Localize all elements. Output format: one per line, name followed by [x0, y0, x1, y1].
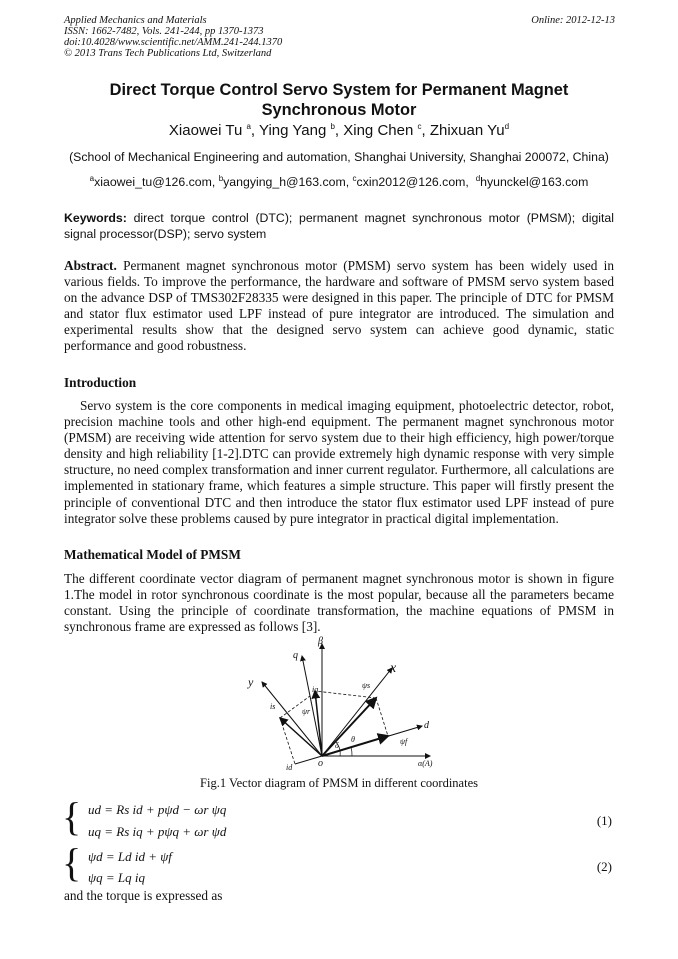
eq1-line1: ud = Rs id + pψd − ωr ψq [88, 802, 227, 817]
abstract-label: Abstract. [64, 258, 117, 273]
email-link[interactable]: hyunckel@163.com [480, 175, 589, 190]
eq1-brace: { [62, 794, 82, 839]
author-list: Xiaowei Tu $^a$, Ying Yang $^b$, Xing Chen $^c$, Zhixuan Yu$^d$ [168, 122, 510, 139]
abstract-block [64, 258, 614, 355]
email-link[interactable]: yangying_h@163.com, [223, 175, 350, 190]
label-q: q [293, 650, 298, 661]
vector-diagram [240, 636, 440, 772]
label-y: y [248, 675, 254, 689]
doi-line: doi:10.4028/www.scientific.net/AMM.241-244.1370 [64, 37, 283, 48]
journal-name: Applied Mechanics and Materials [64, 15, 207, 26]
author-name: Zhixuan Yu [429, 122, 505, 139]
author-name: Xiaowei Tu [168, 122, 243, 139]
author-sup: d [504, 122, 510, 131]
eq1-number: (1) [596, 813, 612, 828]
email-link[interactable]: cxin2012@126.com, [356, 175, 469, 190]
journal-header [64, 15, 282, 59]
model-heading: Mathematical Model of PMSM [64, 547, 241, 562]
label-d: d [424, 720, 429, 731]
author-sup: b [330, 122, 335, 131]
keywords-label: Keywords: [64, 211, 127, 225]
label-origin: o [318, 758, 323, 769]
eq2-brace: { [62, 840, 82, 885]
email-link[interactable]: xiaowei_tu@126.com, [94, 175, 216, 190]
email-sup: a [89, 174, 95, 183]
intro-heading: Introduction [64, 375, 137, 390]
x-axis [322, 668, 392, 756]
psi-r-vector [315, 691, 322, 756]
abstract-text: Permanent magnet synchronous motor (PMSM) servo system has been widely used in various fields. To improve the performance, the hardware and software of PMSM servo system based on the advance DSP of TMS302F28335 were designed in this paper. The principle of DTC for PMSM and stator flux estimator used LPF instead of pure integrator are introduced. The simulation and experimental results show that the designed servo system can achieve good dynamic, static performance and good robustness. [64, 258, 615, 354]
label-id: id [286, 763, 293, 772]
label-delta: δ [335, 741, 339, 750]
label-is: is [270, 702, 276, 711]
affiliation: (School of Mechanical Engineering and automation, Shanghai University, Shanghai 200072, China) [69, 150, 609, 164]
keywords-block [64, 211, 614, 242]
author-sup: c [417, 122, 422, 131]
email-list [0, 174, 678, 189]
online-date: Online: 2012-12-13 [531, 15, 615, 26]
paper-title: Direct Torque Control Servo System for Permanent Magnet Synchronous Motor [109, 81, 569, 119]
keywords-text: direct torque control (DTC); permanent magnet synchronous motor (PMSM); digital signal processor(DSP); servo system [64, 211, 614, 241]
closing-text: and the torque is expressed as [64, 888, 223, 903]
issn-line: ISSN: 1662-7482, Vols. 241-244, pp 1370-1373 [64, 26, 264, 37]
author-name: Ying Yang [259, 122, 327, 139]
eq2-line2: ψq = Lq iq [88, 870, 145, 885]
author-name: Xing Chen [343, 122, 414, 139]
label-psi-f: ψf [400, 737, 408, 746]
model-paragraph: The different coordinate vector diagram of permanent magnet synchronous motor is shown in figure 1.The model in rotor synchronous coordinate is the most popular, because all the parameters became constant. Using the principle of coordinate transformation, the machine equations of PMSM in synchronous frame are expressed as follows [3]. [64, 571, 614, 635]
author-sup: a [246, 122, 251, 131]
eq1-line2: uq = Rs iq + pψq + ωr ψd [88, 824, 227, 839]
intro-paragraph: Servo system is the core components in medical imaging equipment, photoelectric detector, robot, precision machine tools and other high-end equipment. The permanent magnet synchronous motor (PMSM) are receiving wide attention for servo system due to their high efficiency, high power/torque density and high reliability [1-2].DTC can provide extremely high dynamic response with very simple structure, no need complex transformation and inner current regulator. Furthermore, all calculations are implemented in stationary frame, which features a simple structure. This paper will firstly present the principle of conventional DTC and then introduce the stator flux estimator used LPF instead of pure integrator solve these problems caused by pure integrator in practical digital implementation. [64, 398, 614, 526]
email-sup: c [352, 174, 357, 183]
email-sup: d [475, 174, 481, 183]
label-psi-s: ψs [362, 681, 371, 690]
label-theta: θ [351, 735, 355, 744]
label-alpha: α(A) [418, 759, 433, 768]
eq2-line1: ψd = Ld id + ψf [88, 849, 172, 864]
label-x: x [390, 661, 397, 676]
label-iq: iq [312, 685, 319, 694]
label-psi-r: ψr [302, 707, 311, 716]
label-beta: β [318, 636, 323, 647]
eq2-number: (2) [596, 859, 612, 874]
figure-caption: Fig.1 Vector diagram of PMSM in different coordinates [200, 776, 478, 790]
email-sup: b [218, 174, 224, 183]
copyright-line: © 2013 Trans Tech Publications Ltd, Switzerland [64, 48, 272, 59]
